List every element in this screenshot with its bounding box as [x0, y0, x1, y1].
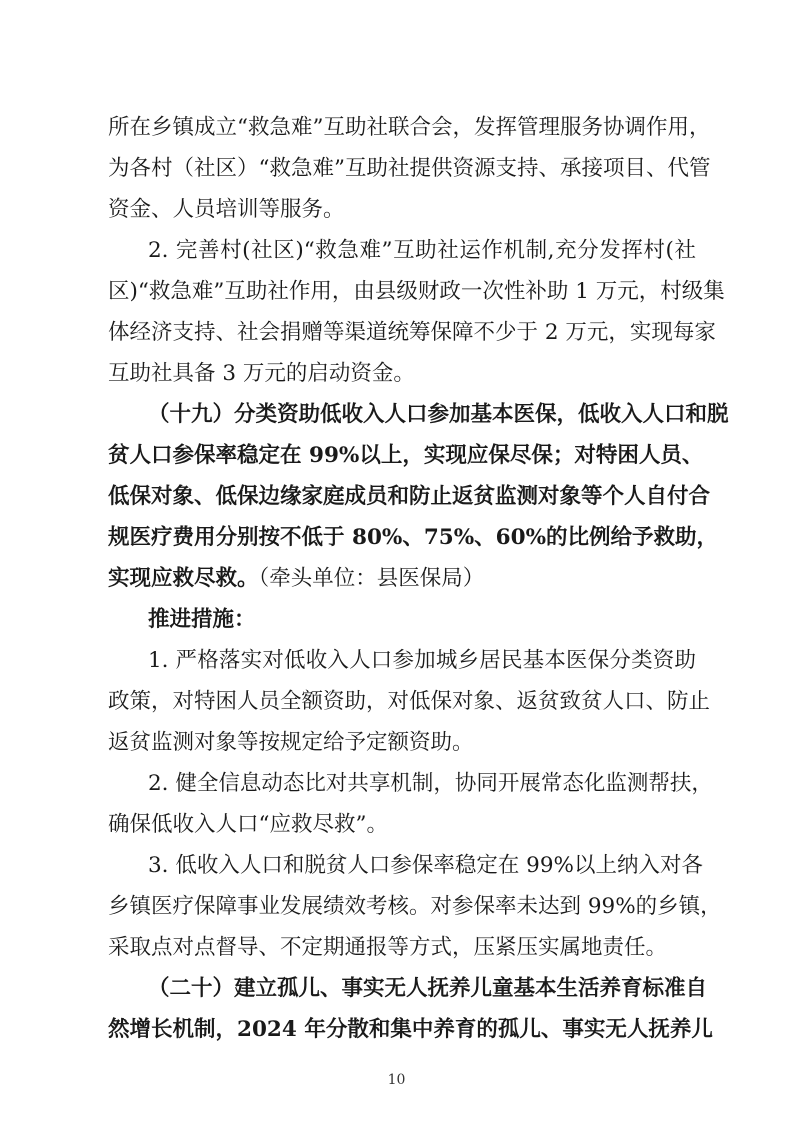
body-line: 互助社具备 3 万元的启动资金。	[108, 361, 415, 386]
body-line: 2. 完善村(社区)“救急难”互助社运作机制,充分发挥村(社	[148, 238, 696, 263]
bold-clause-line: 贫人口参保率稳定在 99%以上，实现应保尽保；对特困人员、	[108, 443, 704, 468]
body-line: 1. 严格落实对低收入人口参加城乡居民基本医保分类资助	[148, 648, 696, 673]
bold-clause-line: 然增长机制，2024 年分散和集中养育的孤儿、事实无人抚养儿	[108, 1017, 713, 1042]
body-line: 2. 健全信息动态比对共享机制，协同开展常态化监测帮扶，	[148, 771, 713, 796]
lead-unit-note: （牵头单位：县医保局）	[258, 566, 485, 591]
bold-clause-line: （十九）分类资助低收入人口参加基本医保，低收入人口和脱	[148, 402, 729, 427]
body-line: 返贫监测对象等按规定给予定额资助。	[108, 730, 474, 755]
body-line: 采取点对点督导、不定期通报等方式，压紧压实属地责任。	[108, 935, 668, 960]
section-heading: 推进措施：	[148, 607, 256, 632]
bold-clause-line: （二十）建立孤儿、事实无人抚养儿童基本生活养育标准自	[148, 976, 708, 1001]
body-line: 3. 低收入人口和脱贫人口参保率稳定在 99%以上纳入对各	[148, 853, 703, 878]
body-line: 为各村（社区）“救急难”互助社提供资源支持、承接项目、代管	[108, 156, 711, 181]
body-line: 确保低收入人口“应救尽救”。	[108, 812, 388, 837]
clause-closing-line	[108, 559, 696, 599]
body-line: 所在乡镇成立“救急难”互助社联合会，发挥管理服务协调作用，	[108, 115, 711, 140]
bold-clause-line: 规医疗费用分别按不低于 80%、75%、60%的比例给予救助，	[108, 525, 719, 550]
body-line: 乡镇医疗保障事业发展绩效考核。对参保率未达到 99%的乡镇，	[108, 894, 722, 919]
bold-clause-text: 实现应救尽救。	[108, 566, 259, 591]
bold-clause-line: 低保对象、低保边缘家庭成员和防止返贫监测对象等个人自付合	[108, 484, 711, 509]
body-line: 政策，对特困人员全额资助，对低保对象、返贫致贫人口、防止	[108, 689, 711, 714]
body-line: 区)“救急难”互助社作用，由县级财政一次性补助 1 万元，村级集	[108, 279, 725, 304]
page-number: 10	[387, 1072, 406, 1088]
body-line: 资金、人员培训等服务。	[108, 197, 345, 222]
body-line: 体经济支持、社会捐赠等渠道统筹保障不少于 2 万元，实现每家	[108, 320, 716, 345]
